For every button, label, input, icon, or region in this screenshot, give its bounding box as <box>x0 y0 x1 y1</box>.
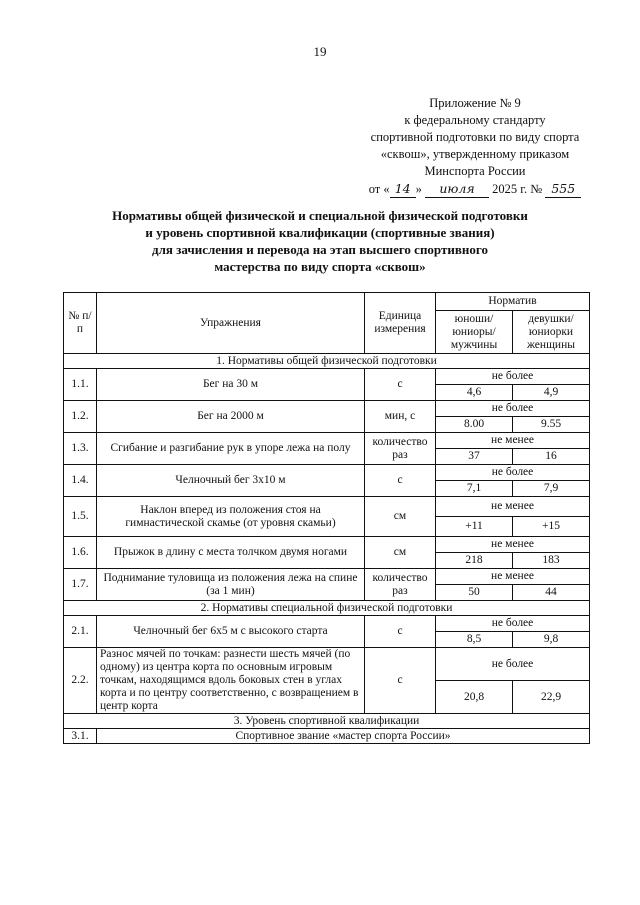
row-exercise: Поднимание туловища из положения лежа на спине (за 1 мин) <box>97 569 365 601</box>
row-exercise: Бег на 2000 м <box>97 401 365 433</box>
row-condition: не более <box>436 648 590 681</box>
row-exercise: Бег на 30 м <box>97 369 365 401</box>
value-female: 44 <box>513 585 590 601</box>
value-male: 7,1 <box>436 481 513 497</box>
value-female: 183 <box>513 553 590 569</box>
value-male: 50 <box>436 585 513 601</box>
row-unit: мин, с <box>365 401 436 433</box>
table-row <box>64 433 590 449</box>
table-row <box>64 537 590 553</box>
value-male: +11 <box>436 517 513 537</box>
appendix-line: «сквош», утвержденному приказом <box>380 147 570 161</box>
appendix-block <box>350 95 600 198</box>
row-unit: см <box>365 537 436 569</box>
table-row <box>64 497 590 517</box>
header-male: юноши/ юниоры/ мужчины <box>436 311 513 354</box>
order-number: 555 <box>545 180 581 198</box>
title-line: и уровень спортивной квалификации (спортивные звания) <box>145 225 495 240</box>
row-num: 1.7. <box>64 569 97 601</box>
row-condition: не менее <box>436 569 590 585</box>
value-male: 218 <box>436 553 513 569</box>
value-female: +15 <box>513 517 590 537</box>
row-exercise: Спортивное звание «мастер спорта России» <box>97 729 590 744</box>
date-month: июля <box>425 180 489 198</box>
value-female: 7,9 <box>513 481 590 497</box>
date-day: 14 <box>390 180 416 198</box>
row-num: 1.3. <box>64 433 97 465</box>
date-mid: » <box>415 182 422 196</box>
title-line: мастерства по виду спорта «сквош» <box>214 259 426 274</box>
row-unit: с <box>365 465 436 497</box>
date-prefix: от « <box>368 182 390 196</box>
row-num: 2.2. <box>64 648 97 714</box>
page-number: 19 <box>313 44 327 59</box>
row-exercise: Наклон вперед из положения стоя на гимнастической скамье (от уровня скамьи) <box>97 497 365 537</box>
table-row <box>64 729 590 744</box>
value-male: 20,8 <box>436 681 513 714</box>
value-male: 4,6 <box>436 385 513 401</box>
row-num: 1.6. <box>64 537 97 569</box>
row-condition: не менее <box>436 497 590 517</box>
row-exercise: Прыжок в длину с места толчком двумя ногами <box>97 537 365 569</box>
row-exercise: Челночный бег 6х5 м с высокого старта <box>97 616 365 648</box>
document-title <box>40 207 600 275</box>
row-exercise: Челночный бег 3х10 м <box>97 465 365 497</box>
section-title: 2. Нормативы специальной физической подготовки <box>64 601 590 616</box>
value-female: 4,9 <box>513 385 590 401</box>
appendix-line: Приложение № 9 <box>429 96 521 110</box>
table-row <box>64 369 590 385</box>
table-row <box>64 569 590 585</box>
section-title: 1. Нормативы общей физической подготовки <box>64 354 590 369</box>
table-row <box>64 616 590 632</box>
row-unit: количество раз <box>365 433 436 465</box>
appendix-line: к федеральному стандарту <box>404 113 546 127</box>
row-unit: с <box>365 648 436 714</box>
value-female: 22,9 <box>513 681 590 714</box>
row-unit: с <box>365 369 436 401</box>
header-female: девушки/ юниорки женщины <box>513 311 590 354</box>
date-year: 2025 г. № <box>492 182 543 196</box>
row-condition: не более <box>436 465 590 481</box>
value-female: 9,8 <box>513 632 590 648</box>
row-num: 1.4. <box>64 465 97 497</box>
row-condition: не менее <box>436 433 590 449</box>
row-unit: см <box>365 497 436 537</box>
row-num: 3.1. <box>64 729 97 744</box>
row-unit: с <box>365 616 436 648</box>
row-num: 2.1. <box>64 616 97 648</box>
table-row <box>64 465 590 481</box>
header-unit: Единица измерения <box>365 293 436 354</box>
title-line: для зачисления и перевода на этап высшего спортивного <box>152 242 488 257</box>
header-num: № п/п <box>64 293 97 354</box>
row-condition: не более <box>436 616 590 632</box>
norms-table <box>63 292 590 744</box>
value-male: 8,5 <box>436 632 513 648</box>
title-line: Нормативы общей физической и специальной физической подготовки <box>112 208 528 223</box>
value-male: 8.00 <box>436 417 513 433</box>
table-row <box>64 401 590 417</box>
row-condition: не более <box>436 401 590 417</box>
order-date-line <box>350 180 600 198</box>
row-exercise: Разнос мячей по точкам: разнести шесть мячей (по одному) из центра корта по основным игровым точкам, находящимся вдоль боковых стен в углах корта и по центру соответственно, с возвращением в центр корта <box>97 648 365 714</box>
row-num: 1.2. <box>64 401 97 433</box>
row-condition: не менее <box>436 537 590 553</box>
row-unit: количество раз <box>365 569 436 601</box>
row-num: 1.5. <box>64 497 97 537</box>
value-male: 37 <box>436 449 513 465</box>
value-female: 9.55 <box>513 417 590 433</box>
table-row <box>64 648 590 681</box>
row-condition: не более <box>436 369 590 385</box>
value-female: 16 <box>513 449 590 465</box>
section-title: 3. Уровень спортивной квалификации <box>64 714 590 729</box>
header-exercise: Упражнения <box>97 293 365 354</box>
appendix-line: Минспорта России <box>424 164 526 178</box>
row-exercise: Сгибание и разгибание рук в упоре лежа на полу <box>97 433 365 465</box>
header-norm: Норматив <box>436 293 590 311</box>
row-num: 1.1. <box>64 369 97 401</box>
appendix-line: спортивной подготовки по виду спорта <box>370 130 580 144</box>
